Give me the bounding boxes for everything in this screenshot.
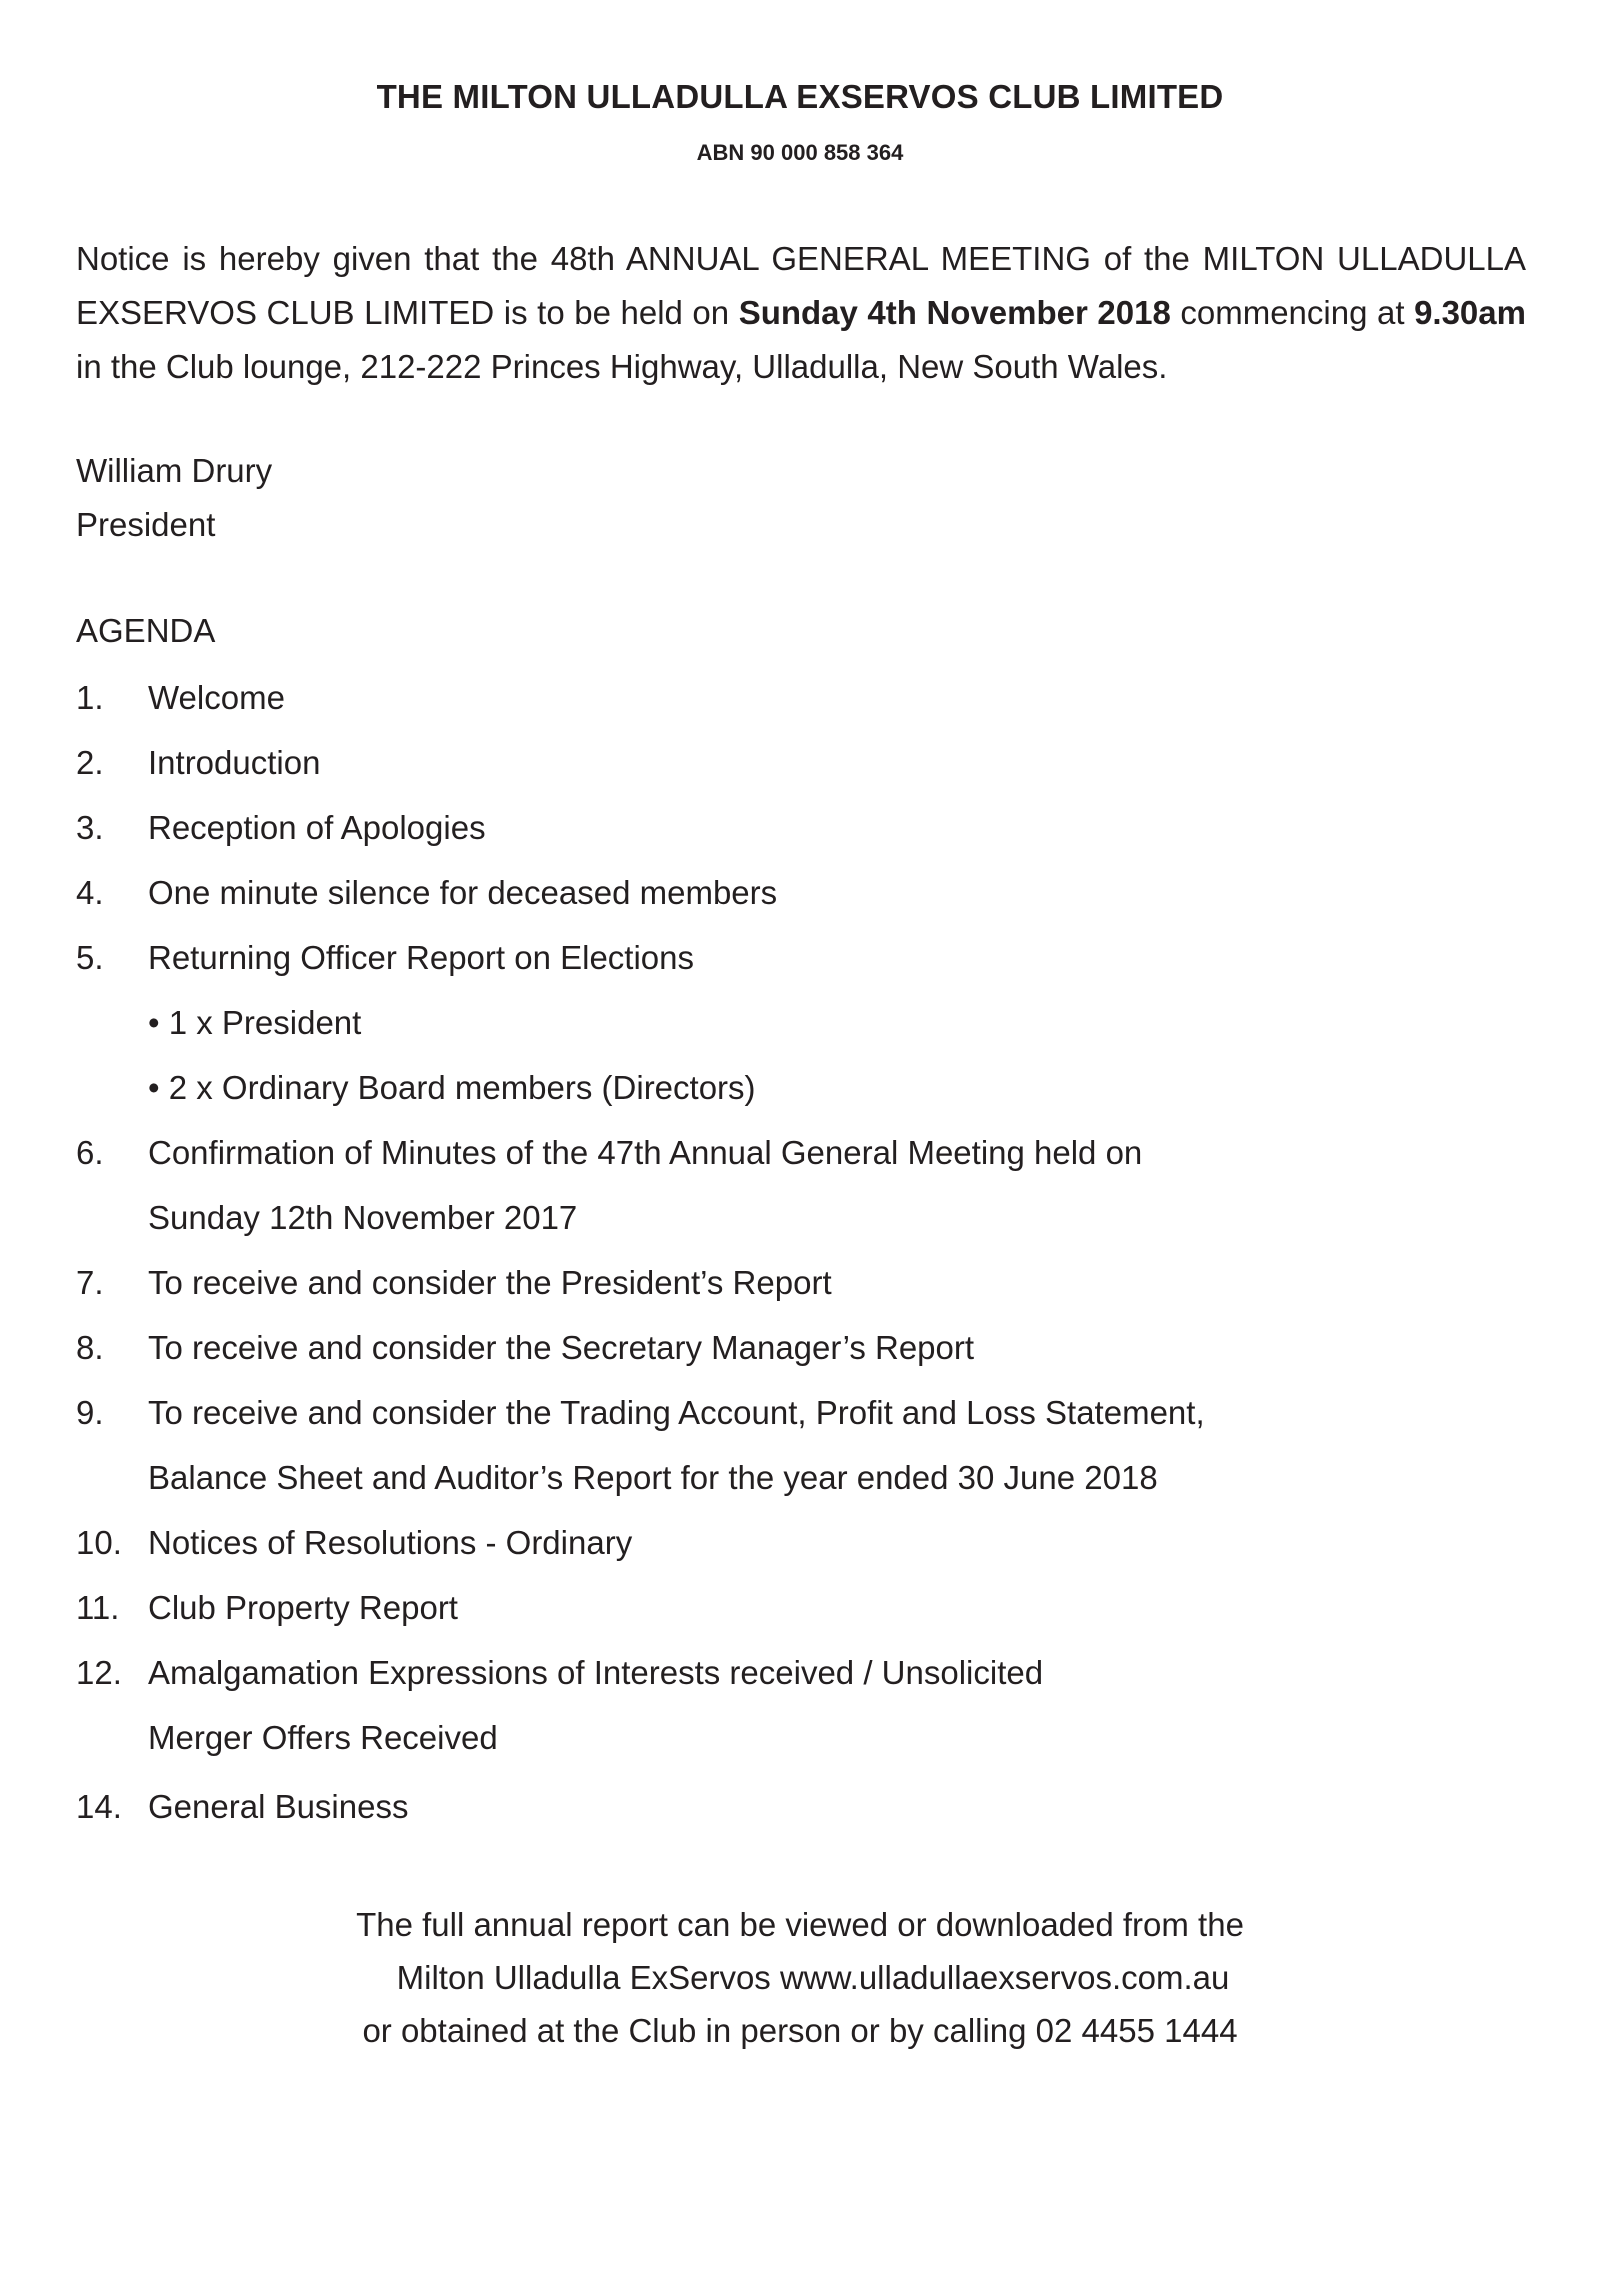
notice-text-2: commencing at (1170, 294, 1415, 331)
agenda-item-text: Club Property Report (148, 1589, 458, 1626)
agenda-item-text: To receive and consider the Secretary Manager’s Report (148, 1329, 975, 1366)
agenda-item-text: Introduction (148, 744, 321, 781)
agenda-item (76, 806, 1526, 850)
agenda-item (76, 871, 1526, 915)
agenda-item-number: 5. (76, 939, 104, 976)
agenda-item-number: 2. (76, 744, 104, 781)
abn-number: ABN 90 000 858 364 (696, 140, 904, 165)
agenda-item-text: Welcome (148, 679, 285, 716)
meeting-time: 9.30am (1414, 294, 1526, 331)
agenda-item (76, 1785, 1526, 1829)
agenda-bullet-text: • 1 x President (148, 1004, 362, 1041)
agenda-item-number: 7. (76, 1264, 104, 1301)
agenda-item (76, 1391, 1526, 1435)
agenda-item-text: Confirmation of Minutes of the 47th Annual General Meeting held on (148, 1134, 1143, 1171)
agenda-item-text: Balance Sheet and Auditor’s Report for the year ended 30 June 2018 (148, 1459, 1158, 1496)
footer-contact-line: or obtained at the Club in person or by calling 02 4455 1444 (362, 2012, 1238, 2049)
agenda-item (76, 676, 1526, 720)
agenda-item-number: 12. (76, 1654, 122, 1691)
agenda-item-continuation (76, 1196, 1526, 1240)
agenda-item-number: 11. (76, 1589, 120, 1626)
agenda-item-number: 4. (76, 874, 104, 911)
agenda-item-text: Notices of Resolutions - Ordinary (148, 1524, 633, 1561)
agenda-item (76, 1651, 1526, 1695)
agenda-item-text: Amalgamation Expressions of Interests received / Unsolicited (148, 1654, 1044, 1691)
notice-text-1: Notice is hereby given that the 48th ANNUAL GENERAL MEETING of the MILTON ULLADULLA EXSERVOS CLUB LIMITED is to be held on (76, 240, 1526, 331)
meeting-notice (76, 232, 1526, 394)
agenda-item-text: To receive and consider the President’s Report (148, 1264, 832, 1301)
signatory-role: President (76, 506, 216, 543)
meeting-date: Sunday 4th November 2018 (738, 294, 1171, 331)
agenda-item-text: One minute silence for deceased members (148, 874, 778, 911)
agenda-sub-item (76, 1066, 1526, 1110)
agenda-item-text: Reception of Apologies (148, 809, 486, 846)
agenda-item (76, 1586, 1526, 1630)
agenda-item-text: To receive and consider the Trading Account, Profit and Loss Statement, (148, 1394, 1205, 1431)
agenda-item-number: 14. (76, 1788, 122, 1825)
agenda-item (76, 1261, 1526, 1305)
agenda-item-continuation (76, 1456, 1526, 1500)
agenda-item (76, 1521, 1526, 1565)
footer-website-line: Milton Ulladulla ExServos www.ulladullaexservos.com.au (396, 1959, 1230, 1996)
agenda-item (76, 741, 1526, 785)
agenda-item-number: 3. (76, 809, 104, 846)
agenda-item-number: 10. (76, 1524, 122, 1561)
agenda-item (76, 1131, 1526, 1175)
agenda-item (76, 936, 1526, 980)
agenda-item-number: 8. (76, 1329, 104, 1366)
agenda-item-text: Merger Offers Received (148, 1719, 498, 1756)
agenda-item-text: Sunday 12th November 2017 (148, 1199, 578, 1236)
agenda-sub-item (76, 1001, 1526, 1045)
club-title: THE MILTON ULLADULLA EXSERVOS CLUB LIMITED (376, 78, 1224, 115)
agenda-item-text: Returning Officer Report on Elections (148, 939, 694, 976)
agenda-item-number: 6. (76, 1134, 104, 1171)
agenda-item-number: 9. (76, 1394, 104, 1431)
agenda-heading: AGENDA (76, 612, 216, 649)
agenda-item (76, 1326, 1526, 1370)
notice-text-3: in the Club lounge, 212-222 Princes Highway, Ulladulla, New South Wales. (76, 348, 1168, 385)
footer-line: The full annual report can be viewed or downloaded from the (356, 1906, 1244, 1943)
agenda-item-number: 1. (76, 679, 104, 716)
agenda-item-continuation (76, 1716, 1526, 1760)
agenda-bullet-text: • 2 x Ordinary Board members (Directors) (148, 1069, 756, 1106)
agenda-item-text: General Business (148, 1788, 409, 1825)
signatory-name: William Drury (76, 452, 273, 489)
